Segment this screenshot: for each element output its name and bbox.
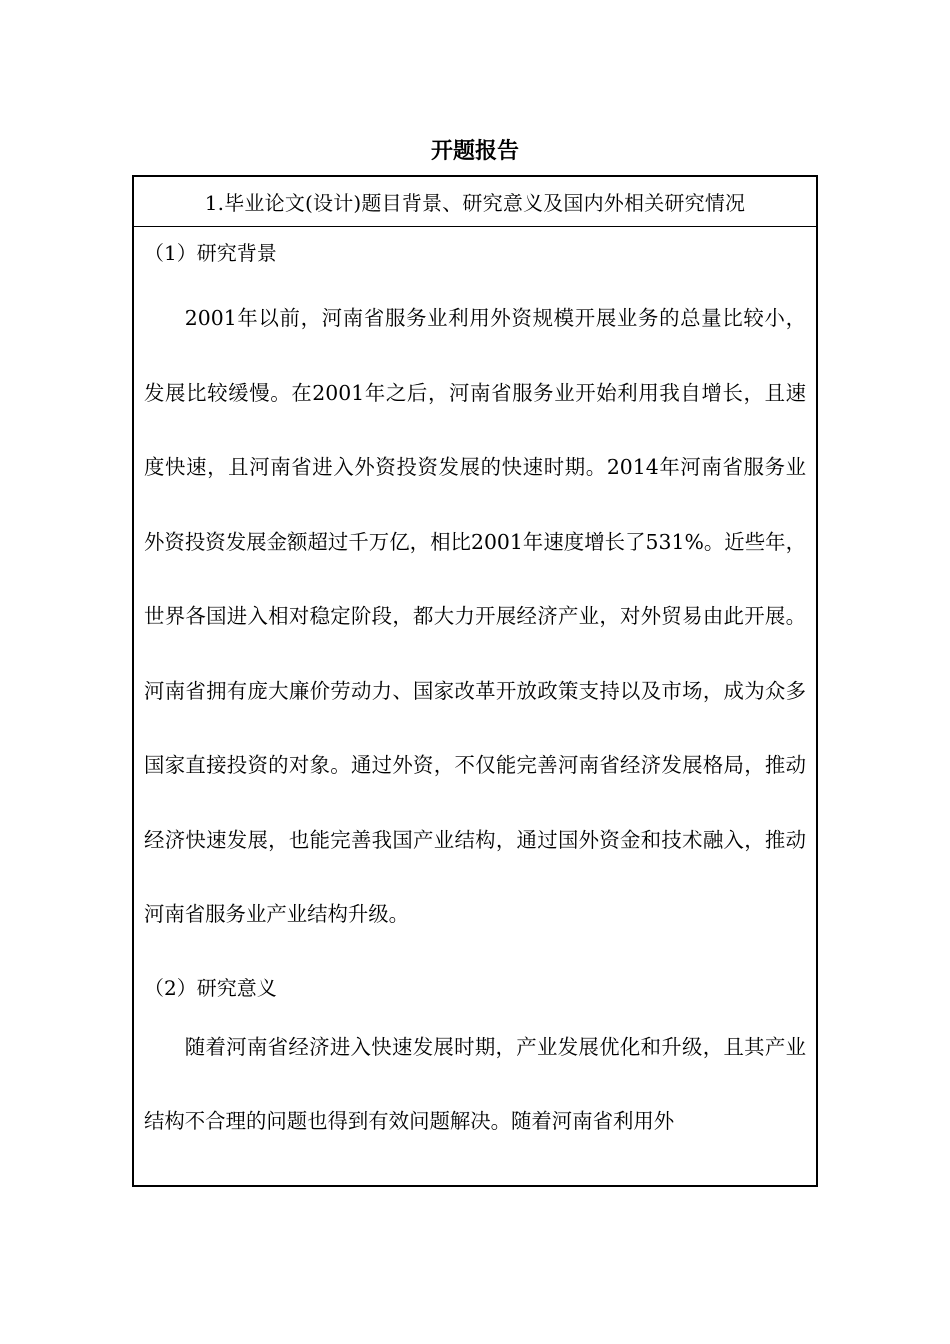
paragraph-background: 2001年以前，河南省服务业利用外资规模开展业务的总量比较小，发展比较缓慢。在2001年之后，河南省服务业开始利用我自增长，且速度快速，且河南省进入外资投资发展的快速时期。2014年河南省服务业外资投资发展金额超过千万亿，相比2001年速度增长了531%。近些年，世界各国进入相对稳定阶段，都大力开展经济产业，对外贸易由此开展。河南省拥有庞大廉价劳动力、国家改革开放政策支持以及市场，成为众多国家直接投资的对象。通过外资，不仅能完善河南省经济发展格局，推动经济快速发展，也能完善我国产业结构，通过国外资金和技术融入，推动河南省服务业产业结构升级。 bbox=[144, 306, 806, 926]
section-heading-significance: （2）研究意义 bbox=[144, 975, 277, 1000]
report-table bbox=[132, 175, 818, 1187]
paragraph-significance: 随着河南省经济进入快速发展时期，产业发展优化和升级，且其产业结构不合理的问题也得到有效问题解决。随着河南省利用外 bbox=[144, 1034, 806, 1133]
section-heading-background: （1）研究背景 bbox=[144, 241, 277, 265]
table-body bbox=[134, 239, 816, 1159]
page-title: 开题报告 bbox=[430, 139, 519, 164]
table-header: 1.毕业论文(设计)题目背景、研究意义及国内外相关研究情况 bbox=[134, 177, 816, 227]
